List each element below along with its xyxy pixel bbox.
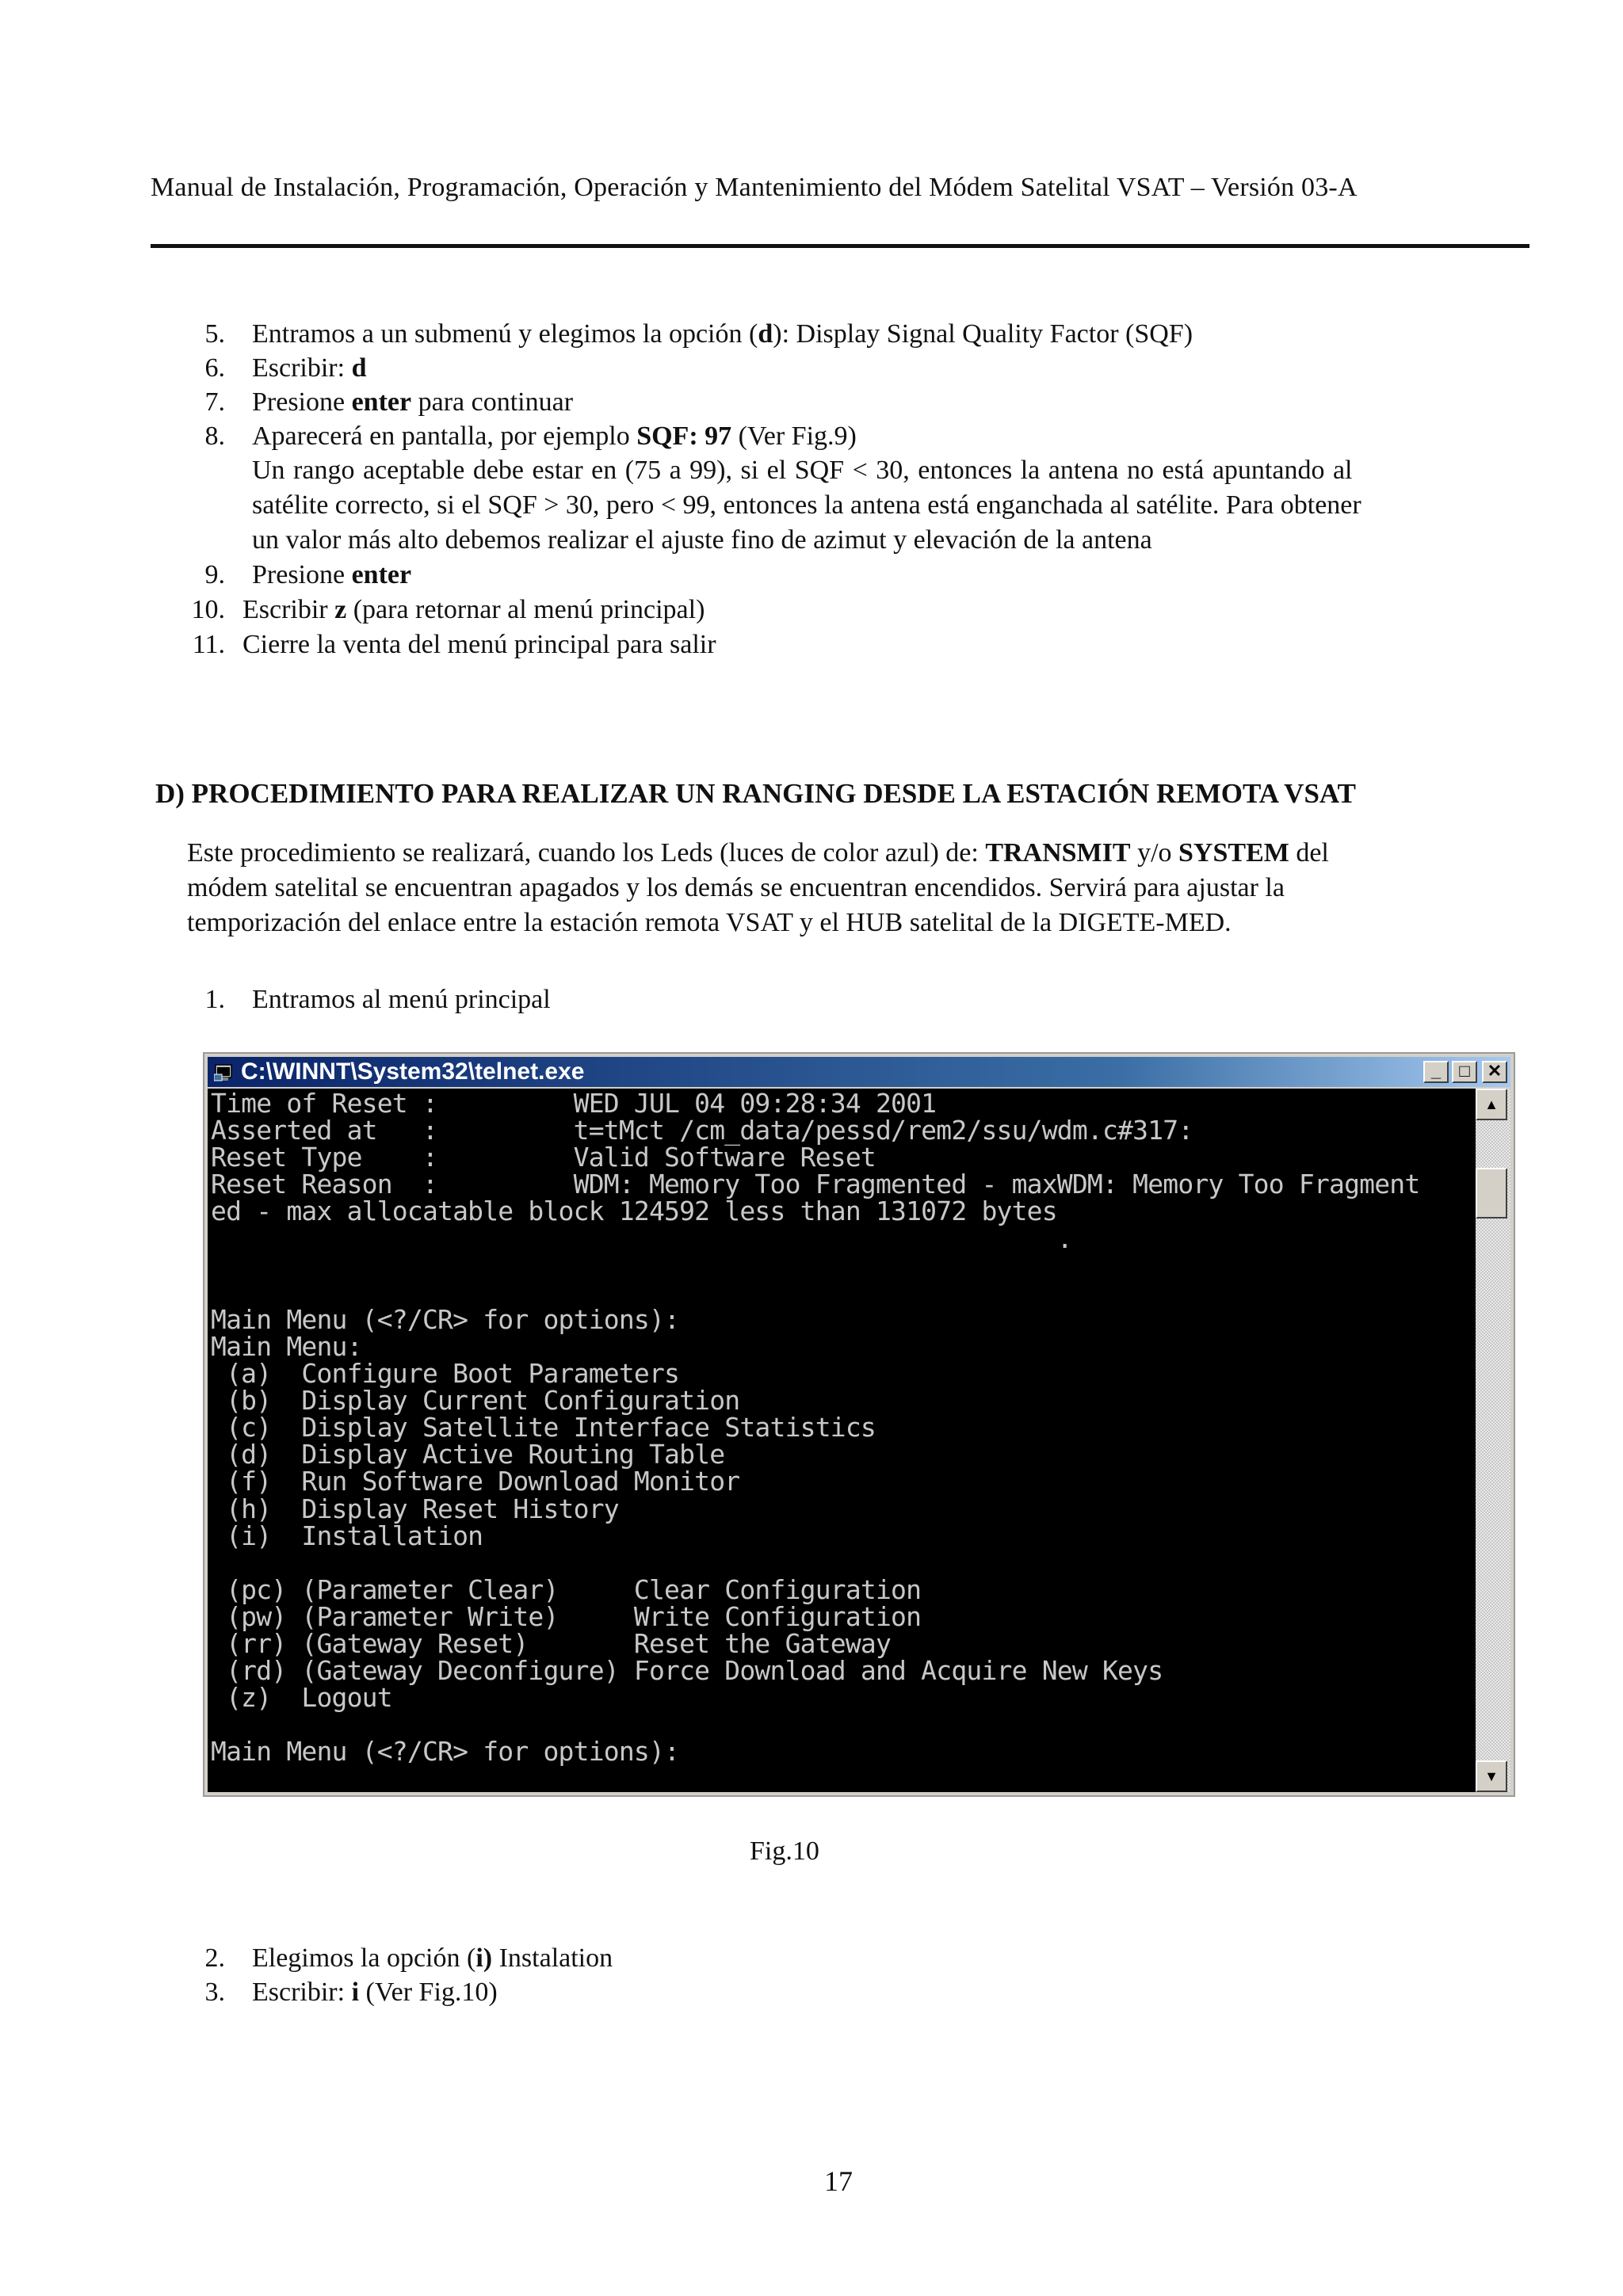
step-text-part: Elegimos la opción (: [252, 1943, 476, 1973]
console-line: Asserted at : t=tMct /cm_data/pessd/rem2/ssu/wdm.c#317:: [211, 1115, 1193, 1146]
step-text-bold: i: [351, 1978, 360, 2007]
minimize-button[interactable]: _: [1423, 1061, 1449, 1083]
figure-caption: Fig.10: [750, 1836, 819, 1866]
console-output[interactable]: [208, 1089, 1479, 1792]
close-button[interactable]: ✕: [1482, 1061, 1507, 1083]
step-text-part: (Ver Fig.10): [359, 1978, 498, 2007]
step-text-part: Aparecerá en pantalla, por ejemplo: [252, 421, 637, 451]
step-number: 1.: [204, 985, 225, 1014]
step-text: [252, 558, 411, 593]
step-text-bold: i): [475, 1943, 493, 1973]
intro-line: [187, 836, 1523, 871]
step-text-part: Presione: [252, 387, 352, 417]
console-line: Main Menu:: [211, 1330, 362, 1362]
scroll-thumb[interactable]: [1476, 1168, 1507, 1219]
step-text: [252, 317, 1193, 352]
detail-line: satélite correcto, si el SQF > 30, pero < 99, entonces la antena está enganchada al satélite. Para obtener: [252, 490, 1361, 520]
console-line: (i) Installation: [211, 1520, 483, 1551]
step-text-part: (para retornar al menú principal): [346, 595, 705, 624]
step-text-bold: enter: [351, 387, 412, 417]
intro-text: del: [1289, 838, 1329, 868]
console-line: (pw) (Parameter Write) Write Configuration: [211, 1600, 922, 1632]
detail-line: Un rango aceptable debe estar en (75 a 99), si el SQF < 30, entonces la antena no está apuntando al: [252, 456, 1353, 485]
console-line: Main Menu (<?/CR> for options):: [211, 1736, 680, 1768]
console-line: (a) Configure Boot Parameters: [211, 1358, 680, 1389]
step-text-part: para continuar: [411, 387, 574, 417]
step-text-bold: d: [758, 319, 773, 349]
step-text: [252, 351, 367, 386]
step-text-part: Presione: [252, 560, 352, 589]
page-number: 17: [824, 2165, 853, 2197]
step-number: 3.: [204, 1978, 225, 2007]
console-line: ed - max allocatable block 124592 less than 131072 bytes: [211, 1196, 1057, 1227]
section-title: D) PROCEDIMIENTO PARA REALIZAR UN RANGING DESDE LA ESTACIÓN REMOTA VSAT: [155, 778, 1356, 809]
intro-line: temporización del enlace entre la estación remota VSAT y el HUB satelital de la DIGETE-MED.: [187, 908, 1232, 937]
console-line: (z) Logout: [211, 1682, 392, 1714]
intro-text: Este procedimiento se realizará, cuando los Leds (luces de color azul) de:: [187, 838, 986, 868]
step-text-bold: d: [351, 353, 367, 383]
step-text-bold: enter: [351, 560, 412, 589]
step-number: 10.: [191, 595, 225, 624]
step-text: [242, 593, 705, 627]
console-window-icon: [214, 1062, 235, 1082]
step-number: 2.: [204, 1943, 225, 1973]
intro-bold: TRANSMIT: [985, 838, 1131, 868]
running-header: Manual de Instalación, Programación, Operación y Mantenimiento del Módem Satelital VSAT – Versión 03-A: [151, 173, 1358, 202]
step-text-part: Escribir: [242, 595, 335, 624]
step-text-part: ): Display Signal Quality Factor (SQF): [773, 319, 1193, 349]
step-8-detail: [252, 453, 1523, 558]
step-number: 6.: [204, 353, 225, 383]
step-text-bold: SQF: 97: [636, 421, 732, 451]
step-text-part: Escribir:: [252, 353, 352, 383]
console-line: (h) Display Reset History: [211, 1493, 619, 1524]
step-text-part: Entramos a un submenú y elegimos la opción (: [252, 319, 758, 349]
console-line: .: [211, 1222, 1072, 1254]
step-text-part: Escribir:: [252, 1978, 352, 2007]
step-text: [252, 419, 857, 454]
step-text-bold: z: [334, 595, 347, 624]
intro-text: y/o: [1130, 838, 1179, 868]
console-line: (rr) (Gateway Reset) Reset the Gateway: [211, 1628, 892, 1659]
step-text: [242, 627, 716, 662]
step-number: 7.: [204, 387, 225, 417]
step-text: [252, 1941, 613, 1976]
step-text: [252, 1975, 498, 2010]
console-line: (c) Display Satellite Interface Statistics: [211, 1412, 876, 1444]
console-line: Main Menu (<?/CR> for options):: [211, 1303, 680, 1335]
console-line: (d) Display Active Routing Table: [211, 1439, 725, 1470]
step-text-part: (Ver Fig.9): [731, 421, 857, 451]
telnet-window: [203, 1052, 1515, 1797]
console-line: (pc) (Parameter Clear) Clear Configuration: [211, 1573, 922, 1605]
maximize-button[interactable]: □: [1452, 1061, 1477, 1083]
scroll-down-button[interactable]: ▼: [1476, 1760, 1507, 1792]
step-text-part: Instalation: [492, 1943, 613, 1973]
detail-line: un valor más alto debemos realizar el ajuste fino de azimut y elevación de la antena: [252, 525, 1152, 555]
window-title: C:\WINNT\System32\telnet.exe: [241, 1058, 585, 1085]
console-line: Reset Reason : WDM: Memory Too Fragmented - maxWDM: Memory Too Fragment: [211, 1169, 1420, 1200]
step-number: 9.: [204, 560, 225, 589]
console-line: Reset Type : Valid Software Reset: [211, 1142, 876, 1173]
console-line: (f) Run Software Download Monitor: [211, 1466, 740, 1497]
section-intro: [187, 836, 1523, 940]
intro-bold: SYSTEM: [1178, 838, 1289, 868]
step-number: 8.: [204, 421, 225, 451]
step-text: [252, 385, 573, 420]
header-rule: [151, 244, 1529, 248]
step-number: 5.: [204, 319, 225, 349]
step-text: Entramos al menú principal: [252, 985, 551, 1014]
console-line: (b) Display Current Configuration: [211, 1385, 740, 1417]
step-number: 11.: [192, 630, 225, 659]
console-line: (rd) (Gateway Deconfigure) Force Download and Acquire New Keys: [211, 1655, 1163, 1687]
console-line: Time of Reset : WED JUL 04 09:28:34 2001: [211, 1089, 937, 1119]
scroll-up-button[interactable]: ▲: [1476, 1089, 1507, 1120]
window-titlebar[interactable]: [208, 1057, 1510, 1087]
intro-line: módem satelital se encuentran apagados y los demás se encuentran encendidos. Servirá para ajustar la: [187, 873, 1285, 902]
vertical-scrollbar[interactable]: [1476, 1089, 1510, 1792]
step-text-part: Cierre la venta del menú principal para salir: [242, 630, 716, 659]
